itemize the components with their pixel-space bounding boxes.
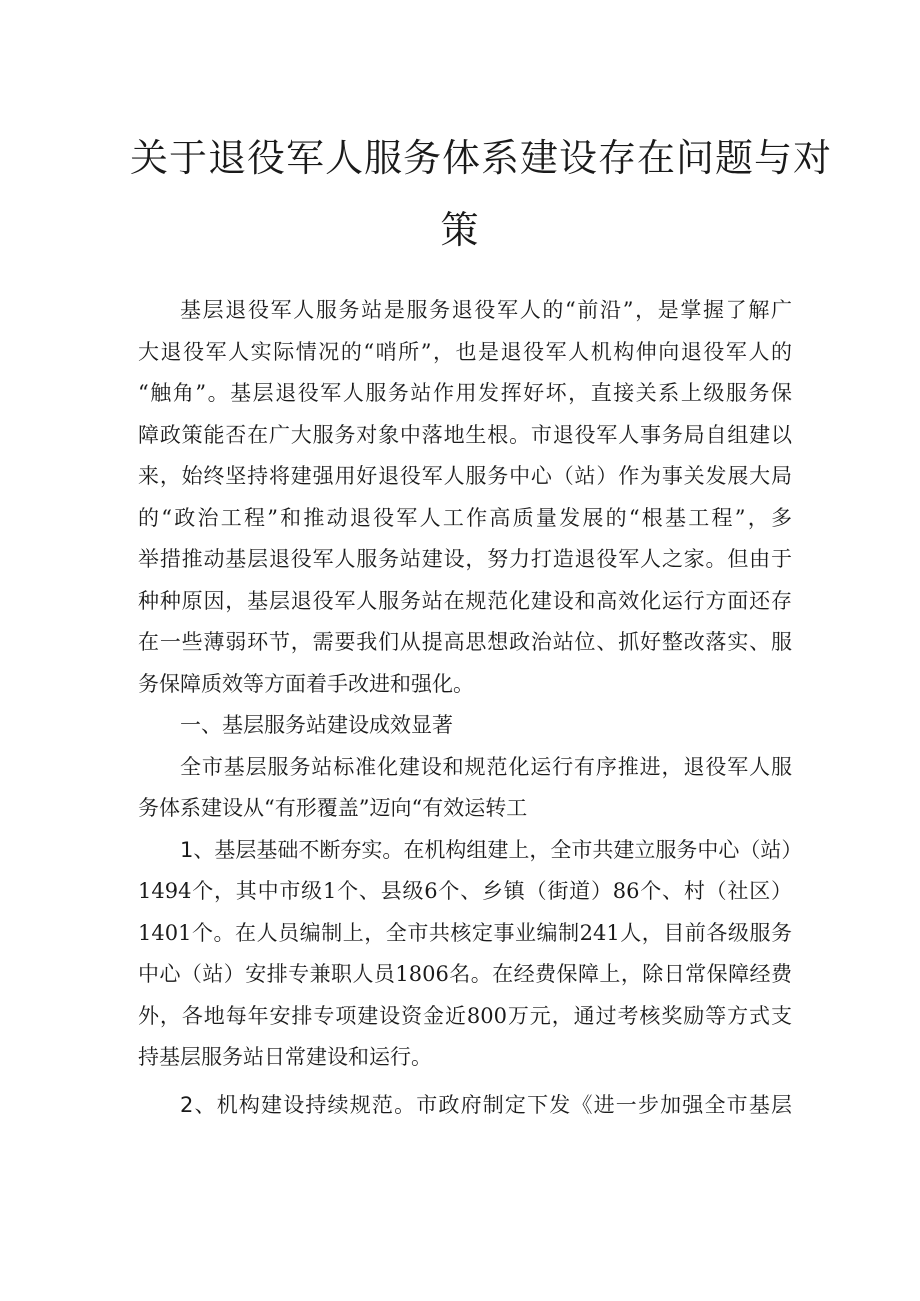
text-line: 来，始终坚持将建强用好退役军人服务中心（站）作为事关发展大局 — [138, 464, 792, 488]
text-line: 持基层服务站日常建设和运行。 — [138, 1045, 432, 1069]
paragraph-summary — [138, 747, 792, 830]
section-heading: 一、基层服务站建设成效显著 — [180, 713, 453, 737]
document-title — [130, 122, 833, 266]
text-line: 中心（站）安排专兼职人员1806名。在经费保障上，除日常保障经费 — [138, 962, 792, 986]
text-line: 举措推动基层退役军人服务站建设，努力打造退役军人之家。但由于 — [138, 547, 792, 571]
point-lead: 2、机构建设持续规范。 — [180, 1092, 417, 1117]
point-text: 在机构组建上，全市共建立服务中心（站） — [403, 837, 803, 862]
text-line: 种种原因，基层退役军人服务站在规范化建设和高效化运行方面还存 — [138, 588, 792, 613]
text-line: 务保障质效等方面着手改进和强化。 — [138, 671, 474, 696]
text-line: 外，各地每年安排专项建设资金近800万元，通过考核奖励等方式支 — [138, 1003, 792, 1028]
point-lead: 1、基层基础不断夯实。 — [180, 837, 404, 862]
document-body — [138, 290, 803, 1126]
paragraph-point-2 — [138, 1085, 792, 1127]
text-line — [138, 1085, 792, 1127]
text-line: 务体系建设从“有形覆盖”迈向“有效运转工 — [138, 796, 528, 820]
text-line: 1401个。在人员编制上，全市共核定事业编制241人，目前各级服务 — [138, 920, 792, 945]
title-line-1: 关于退役军人服务体系建设存在问题与对 — [130, 136, 833, 180]
text-line: 大退役军人实际情况的“哨所”，也是退役军人机构伸向退役军人的 — [138, 339, 792, 364]
text-line — [138, 830, 803, 872]
text-line: 在一些薄弱环节，需要我们从提高思想政治站位、抓好整改落实、服 — [138, 630, 792, 654]
text-line: 的“政治工程”和推动退役军人工作高质量发展的“根基工程”，多 — [138, 505, 792, 530]
title-line-2: 策 — [440, 208, 480, 252]
point-text: 市政府制定下发《进一步加强全市基层 — [416, 1092, 792, 1117]
text-line: 全市基层服务站标准化建设和规范化运行有序推进，退役军人服 — [180, 754, 792, 779]
paragraph-intro — [138, 290, 792, 705]
text-line: 基层退役军人服务站是服务退役军人的“前沿”，是掌握了解广 — [180, 298, 792, 322]
paragraph-point-1 — [138, 830, 803, 1079]
text-line: 障政策能否在广大服务对象中落地生根。市退役军人事务局自组建以 — [138, 422, 792, 447]
text-line: “触角”。基层退役军人服务站作用发挥好坏，直接关系上级服务保 — [138, 381, 792, 405]
text-line: 1494个，其中市级1个、县级6个、乡镇（街道）86个、村（社区） — [138, 879, 792, 903]
